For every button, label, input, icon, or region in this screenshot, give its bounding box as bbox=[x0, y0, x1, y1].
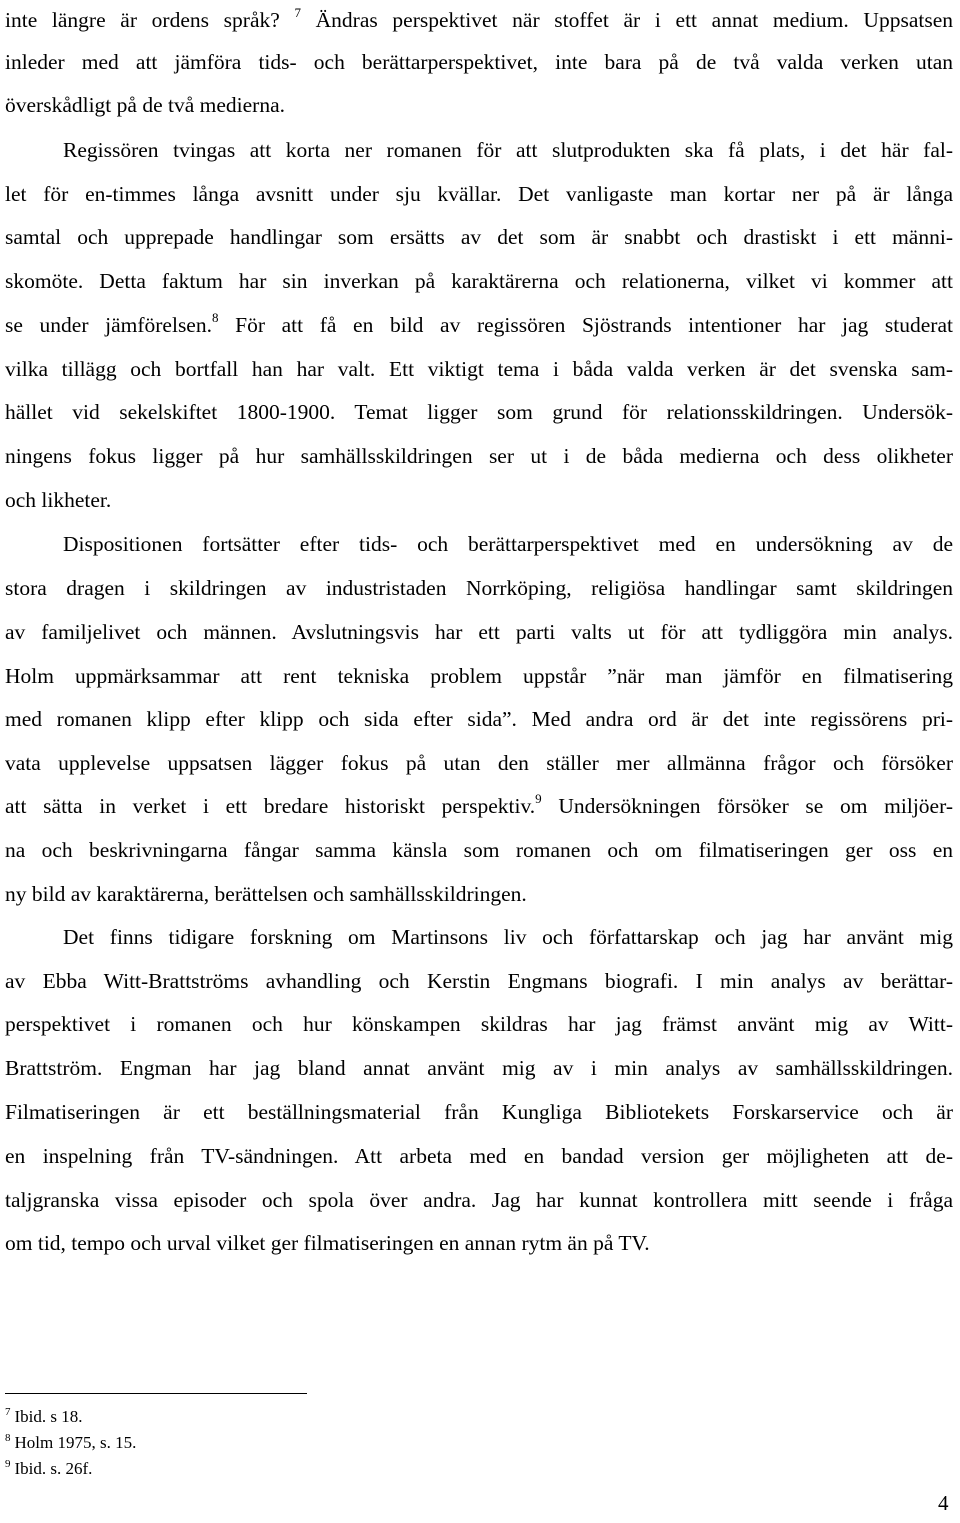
line-text: ny bild av karaktärerna, berättelsen och samhällsskildringen. bbox=[5, 882, 527, 906]
body-line bbox=[5, 222, 953, 252]
body-line bbox=[5, 661, 953, 691]
line-text-continued: För att få en bild av regissören Sjöstrands intentioner har jag studerat bbox=[218, 313, 953, 337]
line-text: Filmatiseringen är ett beställningsmaterial från Kungliga Bibliotekets Forskarservice och är bbox=[5, 1100, 953, 1124]
line-text: av Ebba Witt-Brattströms avhandling och Kerstin Engmans biografi. I min analys av berättar- bbox=[5, 969, 953, 993]
line-text-continued: Ändras perspektivet när stoffet är i ett annat medium. Uppsatsen bbox=[300, 8, 954, 32]
line-text: med romanen klipp efter klipp och sida efter sida”. Med andra ord är det inte regissörens pri- bbox=[5, 707, 953, 731]
footnote-number: 8 bbox=[5, 1432, 11, 1444]
footnote-text: Ibid. s. 26f. bbox=[14, 1459, 93, 1478]
footnote-separator bbox=[5, 1393, 307, 1394]
body-line bbox=[5, 310, 953, 343]
body-line bbox=[5, 179, 953, 209]
footnote-marker: 9 bbox=[535, 791, 542, 806]
body-line bbox=[5, 354, 953, 384]
body-line bbox=[5, 5, 953, 38]
line-text: Regissören tvingas att korta ner romanen för att slutprodukten ska få plats, i det här fal- bbox=[63, 138, 953, 162]
line-text: samtal och upprepade handlingar som ersätts av det som är snabbt och drastiskt i ett männi- bbox=[5, 225, 953, 249]
body-line bbox=[5, 617, 953, 647]
line-text: taljgranska vissa episoder och spola över andra. Jag har kunnat kontrollera mitt seende i fråga bbox=[5, 1188, 953, 1212]
line-text: Dispositionen fortsätter efter tids- och berättarperspektivet med en undersökning av de bbox=[63, 532, 953, 556]
body-line bbox=[5, 266, 953, 296]
line-text: och likheter. bbox=[5, 488, 112, 512]
line-text: inleder med att jämföra tids- och berättarperspektivet, inte bara på de två valda verken utan bbox=[5, 50, 953, 74]
footnote-marker: 7 bbox=[294, 5, 301, 20]
line-text: av familjelivet och männen. Avslutningsvis har ett parti valts ut för att tydliggöra min analys. bbox=[5, 620, 953, 644]
body-line bbox=[5, 485, 953, 515]
footnote bbox=[5, 1432, 136, 1456]
footnote-text: Ibid. s 18. bbox=[14, 1407, 83, 1426]
footnote-number: 7 bbox=[5, 1406, 11, 1418]
body-line bbox=[5, 704, 953, 734]
line-text: att sätta in verket i ett bredare historiskt perspektiv. bbox=[5, 794, 536, 818]
body-line bbox=[5, 90, 953, 120]
line-text: se under jämförelsen. bbox=[5, 313, 212, 337]
body-line bbox=[5, 1141, 953, 1171]
line-text: hället vid sekelskiftet 1800-1900. Temat ligger som grund för relationsskildringen. Undersök- bbox=[5, 400, 953, 424]
line-text: en inspelning från TV-sändningen. Att arbeta med en bandad version ger möjligheten att de- bbox=[5, 1144, 953, 1168]
line-text-continued: Undersökningen försöker se om miljöer- bbox=[541, 794, 953, 818]
footnote-number: 9 bbox=[5, 1458, 11, 1470]
page-number: 4 bbox=[938, 1491, 949, 1515]
footnote-marker: 8 bbox=[211, 310, 219, 325]
body-line bbox=[5, 397, 953, 427]
body-line bbox=[5, 748, 953, 778]
body-line bbox=[5, 791, 953, 824]
line-text: Det finns tidigare forskning om Martinsons liv och författarskap och jag har använt mig bbox=[63, 925, 953, 949]
body-line bbox=[5, 573, 953, 603]
footnote bbox=[5, 1406, 83, 1430]
body-line bbox=[5, 1097, 953, 1127]
line-text: Brattström. Engman har jag bland annat använt mig av i min analys av samhällsskildringen. bbox=[5, 1056, 953, 1080]
line-text: inte längre är ordens språk? bbox=[5, 8, 295, 32]
body-line bbox=[5, 441, 953, 471]
line-text: om tid, tempo och urval vilket ger filmatiseringen en annan rytm än på TV. bbox=[5, 1231, 650, 1255]
body-line bbox=[5, 47, 953, 77]
body-line bbox=[5, 1053, 953, 1083]
body-line bbox=[5, 1009, 953, 1039]
line-text: Holm uppmärksammar att rent tekniska problem uppstår ”när man jämför en filmatisering bbox=[5, 664, 953, 688]
body-line bbox=[5, 1185, 953, 1215]
body-line bbox=[63, 922, 953, 952]
body-line bbox=[63, 529, 953, 559]
body-line bbox=[5, 835, 953, 865]
line-text: ningens fokus ligger på hur samhällsskildringen ser ut i de båda medierna och dess olikheter bbox=[5, 444, 953, 468]
line-text: stora dragen i skildringen av industristaden Norrköping, religiösa handlingar samt skildringen bbox=[5, 576, 953, 600]
line-text: perspektivet i romanen och hur könskampen skildras har jag främst använt mig av Witt- bbox=[5, 1012, 953, 1036]
line-text: skomöte. Detta faktum har sin inverkan på karaktärerna och relationerna, vilket vi kommer att bbox=[5, 269, 953, 293]
footnote bbox=[5, 1458, 92, 1482]
body-line bbox=[5, 966, 953, 996]
line-text: vata upplevelse uppsatsen lägger fokus på utan den ställer mer allmänna frågor och försöker bbox=[5, 751, 953, 775]
line-text: let för en-timmes långa avsnitt under sju kvällar. Det vanligaste man kortar ner på är långa bbox=[5, 182, 953, 206]
body-line bbox=[5, 879, 953, 909]
body-line bbox=[5, 1228, 953, 1258]
footnote-text: Holm 1975, s. 15. bbox=[14, 1433, 137, 1452]
body-line bbox=[63, 135, 953, 165]
line-text: vilka tillägg och bortfall han har valt. Ett viktigt tema i båda valda verken är det svenska sam- bbox=[5, 357, 953, 381]
line-text: na och beskrivningarna fångar samma känsla som romanen och om filmatiseringen ger oss en bbox=[5, 838, 953, 862]
line-text: överskådligt på de två medierna. bbox=[5, 93, 285, 117]
